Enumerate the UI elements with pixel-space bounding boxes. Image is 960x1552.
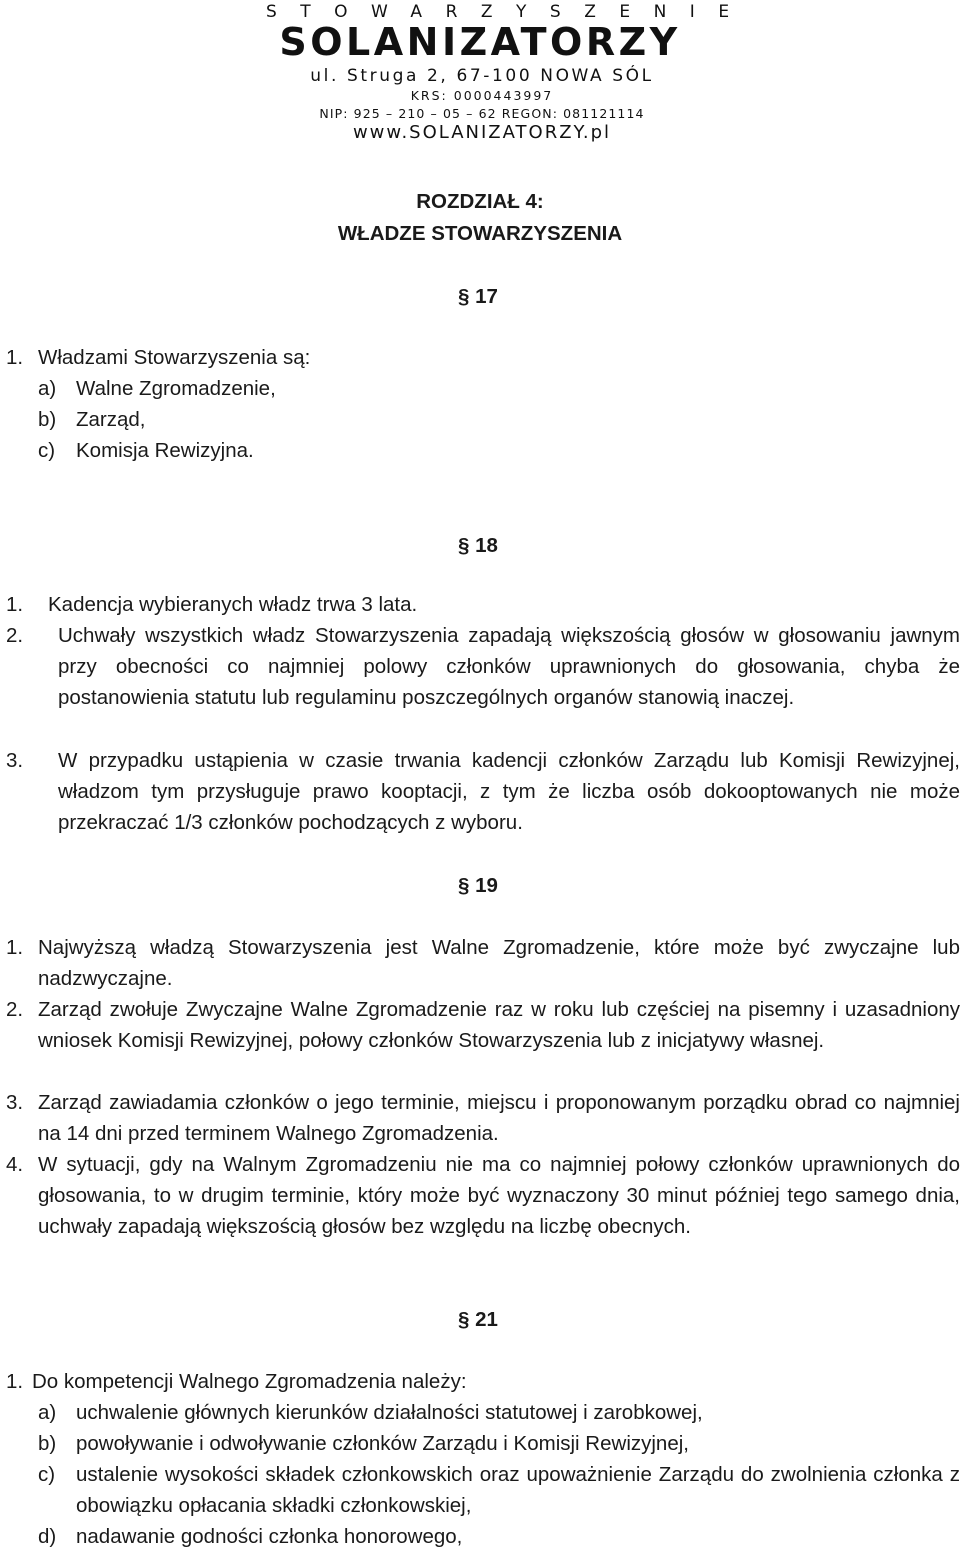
letterhead-ids: NIP: 925 – 210 – 05 – 62 REGON: 081121114: [319, 106, 645, 121]
sub-item-letter: c): [38, 1463, 56, 1486]
association-name-logo: [266, 20, 694, 62]
section-heading: § 18: [458, 534, 498, 557]
sub-item-letter: b): [38, 1432, 57, 1455]
list-item-number: 3.: [6, 1091, 24, 1114]
list-item-text: W sytuacji, gdy na Walnym Zgromadzeniu nie ma co najmniej połowy członków uprawnionych do głosowania, to w drugim terminie, który może być wyznaczony 30 minut później tego samego dnia, uchwały zapadają większością głosów bez względu na liczbę obecnych.: [38, 1153, 960, 1238]
list-item-number: 1.: [6, 936, 24, 959]
chapter-title: WŁADZE STOWARZYSZENIA: [337, 222, 623, 245]
list-item-text: Kadencja wybieranych władz trwa 3 lata.: [48, 593, 418, 616]
list-item-text: Zarząd zawiadamia członków o jego terminie, miejscu i proponowanym porządku obrad co najmniej na 14 dni przed terminem Walnego Zgromadzenia.: [38, 1091, 960, 1145]
sub-item-letter: a): [38, 1401, 57, 1424]
list-item-text: Władzami Stowarzyszenia są:: [38, 346, 311, 369]
letterhead: [0, 0, 960, 160]
sub-item-text: powoływanie i odwoływanie członków Zarządu i Komisji Rewizyjnej,: [76, 1432, 689, 1455]
list-item-text: Do kompetencji Walnego Zgromadzenia należy:: [32, 1370, 467, 1393]
sub-item-text: nadawanie godności członka honorowego,: [76, 1525, 463, 1548]
list-item-number: 2.: [6, 624, 24, 647]
sub-item-text: ustalenie wysokości składek członkowskich oraz upoważnienie Zarządu do zwolnienia członka z obowiązku opłacania składki członkowskiej,: [76, 1463, 960, 1517]
list-item-number: 1.: [6, 346, 24, 369]
chapter-heading: [0, 186, 960, 250]
sub-item-text: uchwalenie głównych kierunków działalności statutowej i zarobkowej,: [76, 1401, 703, 1424]
association-label: STOWARZYSZENIE: [266, 2, 753, 22]
chapter-number: ROZDZIAŁ 4:: [416, 190, 544, 213]
letterhead-krs: KRS: 0000443997: [410, 88, 554, 103]
section-heading: § 17: [458, 285, 498, 308]
letterhead-address: ul. Struga 2, 67-100 NOWA SÓL: [310, 66, 654, 86]
list-item-number: 3.: [6, 749, 24, 772]
sub-item-text: Komisja Rewizyjna.: [76, 439, 254, 462]
sub-item-letter: b): [38, 408, 57, 431]
sub-item-text: Walne Zgromadzenie,: [76, 377, 276, 400]
sub-item-text: Zarząd,: [76, 408, 146, 431]
list-item-number: 4.: [6, 1153, 24, 1176]
section-heading: § 19: [458, 874, 498, 897]
sub-item-letter: c): [38, 439, 56, 462]
list-item-number: 1.: [6, 593, 24, 616]
list-item-number: 1.: [6, 1370, 24, 1393]
letterhead-website: www.SOLANIZATORZY.pl: [352, 122, 612, 143]
list-item-text: Najwyższą władzą Stowarzyszenia jest Walne Zgromadzenie, które może być zwyczajne lub nadzwyczajne.: [38, 936, 960, 990]
list-item-text: Uchwały wszystkich władz Stowarzyszenia zapadają większością głosów w głosowaniu jawnym przy obecności co najmniej polowy członków uprawnionych do głosowania, chyba że postanowienia statutu lub regulaminu poszczególnych organów stanowią inaczej.: [58, 624, 960, 709]
section-heading: § 21: [458, 1308, 498, 1331]
list-item-number: 2.: [6, 998, 24, 1021]
sub-item-letter: a): [38, 377, 57, 400]
list-item-text: W przypadku ustąpienia w czasie trwania kadencji członków Zarządu lub Komisji Rewizyjnej, władzom tym przysługuje prawo kooptacji, z tym że liczba osób dokooptowanych nie może przekraczać 1/3 członków pochodzących z wyboru.: [58, 749, 960, 834]
association-name: SOLANIZATORZY: [279, 20, 681, 62]
list-item-text: Zarząd zwołuje Zwyczajne Walne Zgromadzenie raz w roku lub częściej na pisemny i uzasadniony wniosek Komisji Rewizyjnej, połowy członków Stowarzyszenia lub z inicjatywy własnej.: [38, 998, 960, 1052]
sub-item-letter: d): [38, 1525, 57, 1548]
